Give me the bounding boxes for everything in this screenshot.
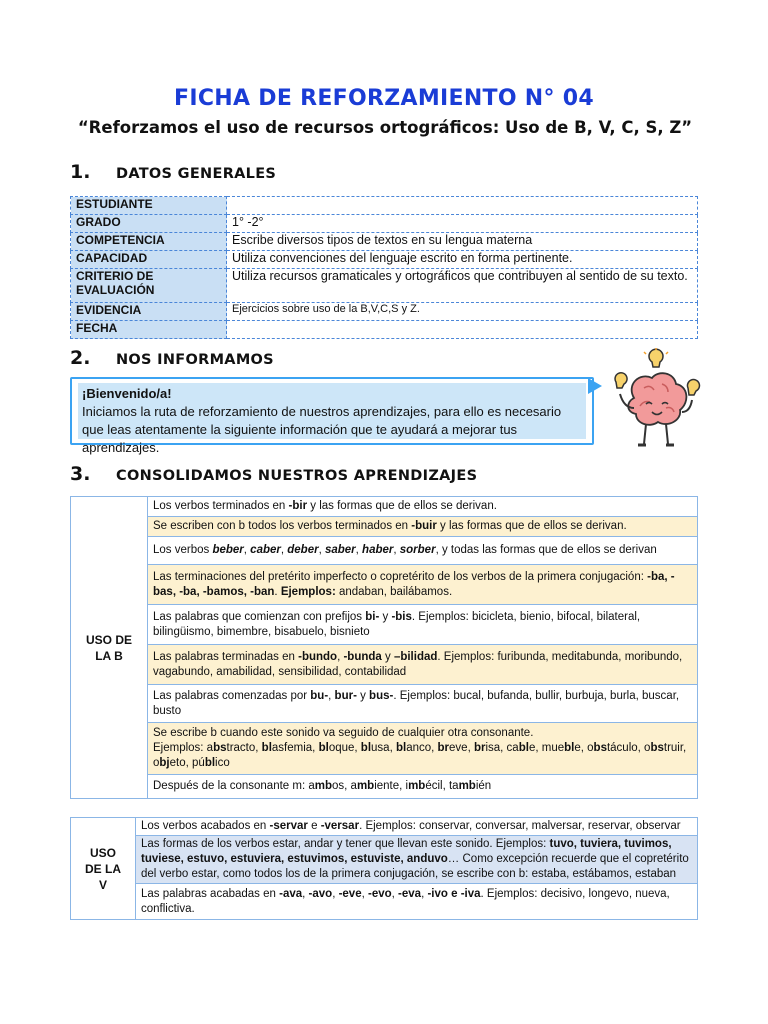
key-criterio: CRITERIO DE EVALUACIÓN	[71, 269, 227, 303]
rule-v-2: Las formas de los verbos estar, andar y tener que llevan este sonido. Ejemplos: tuvo, tuviera, tuvimos, tuviese, estuvo, estuviera, estuvimos, estuviste, anduvo… Como excepción recuerde que el copretérito del verbo estar, como todos los de la primera conjugación, se escribe con b: estaba, estábamos, estaban	[136, 836, 698, 884]
key-competencia: COMPETENCIA	[71, 233, 227, 251]
rule-b-6: Las palabras terminadas en -bundo, -bunda y –bilidad. Ejemplos: furibunda, meditabunda, moribundo, vagabundo, amabilidad, sensibilidad, contabilidad	[148, 645, 698, 685]
uso-b-label: USO DE LA B	[71, 497, 148, 799]
value-estudiante[interactable]	[227, 197, 698, 215]
rule-b-3: Los verbos beber, caber, deber, saber, haber, sorber, y todas las formas que de ellos se derivan	[148, 537, 698, 565]
section-heading-1	[70, 161, 276, 183]
section-number: 2.	[70, 347, 91, 369]
section-heading-2	[70, 347, 274, 369]
rule-v-1: Los verbos acabados en -servar e -versar. Ejemplos: conservar, conversar, malversar, reservar, observar	[136, 818, 698, 836]
section-number: 3.	[70, 463, 91, 485]
speech-tail	[588, 378, 602, 394]
page-subtitle: “Reforzamos el uso de recursos ortográficos: Uso de B, V, C, S, Z”	[77, 118, 693, 137]
section-label: NOS INFORMAMOS	[116, 352, 274, 368]
general-data-table	[70, 196, 698, 339]
uso-b-table	[70, 496, 698, 799]
rule-b-9: Después de la consonante m: ambos, ambiente, imbécil, también	[148, 775, 698, 799]
key-capacidad: CAPACIDAD	[71, 251, 227, 269]
value-criterio: Utiliza recursos gramaticales y ortográficos que contribuyen al sentido de su texto.	[227, 269, 698, 303]
section-label: CONSOLIDAMOS NUESTROS APRENDIZAJES	[116, 468, 478, 484]
key-evidencia: EVIDENCIA	[71, 303, 227, 321]
brain-mascot-icon	[604, 348, 708, 452]
rule-b-8: Se escribe b cuando este sonido va seguido de cualquier otra consonante. Ejemplos: abstracto, blasfemia, bloque, blusa, blanco, breve, brisa, cable, mueble, obstáculo, obstruir, objeto, público	[148, 723, 698, 775]
section-label: DATOS GENERALES	[116, 166, 277, 182]
page-title: FICHA DE REFORZAMIENTO N° 04	[174, 86, 594, 111]
welcome-box	[70, 377, 594, 455]
key-estudiante: ESTUDIANTE	[71, 197, 227, 215]
value-fecha[interactable]	[227, 321, 698, 339]
key-grado: GRADO	[71, 215, 227, 233]
welcome-inner	[78, 383, 586, 455]
welcome-heading: ¡Bienvenido/a!	[82, 386, 172, 401]
welcome-text: Iniciamos la ruta de reforzamiento de nuestros aprendizajes, para ello es necesario que leas atentamente la siguiente información que te ayudará a mejorar tus aprendizajes.	[82, 404, 562, 455]
uso-v-table	[70, 817, 698, 920]
rule-v-3: Las palabras acabadas en -ava, -avo, -eve, -evo, -eva, -ivo e -iva. Ejemplos: decisivo, longevo, nueva, conflictiva.	[136, 884, 698, 920]
rule-b-7: Las palabras comenzadas por bu-, bur- y bus-. Ejemplos: bucal, bufanda, bullir, burbuja, burla, buscar, busto	[148, 685, 698, 723]
uso-v-label: USO DE LA V	[71, 818, 136, 920]
rule-b-4: Las terminaciones del pretérito imperfecto o copretérito de los verbos de la primera conjugación: -ba, -bas, -ba, -bamos, -ban. Ejemplos: andaban, bailábamos.	[148, 565, 698, 605]
rule-b-1: Los verbos terminados en -bir y las formas que de ellos se derivan.	[148, 497, 698, 517]
value-grado: 1° -2°	[227, 215, 698, 233]
value-competencia: Escribe diversos tipos de textos en su lengua materna	[227, 233, 698, 251]
value-capacidad: Utiliza convenciones del lenguaje escrito en forma pertinente.	[227, 251, 698, 269]
section-number: 1.	[70, 161, 91, 183]
rule-b-5: Las palabras que comienzan con prefijos bi- y -bis. Ejemplos: bicicleta, bienio, bifocal, bilateral, bilingüismo, bimembre, bisabuelo, bisnieto	[148, 605, 698, 645]
section-heading-3	[70, 463, 477, 485]
rule-b-2: Se escriben con b todos los verbos terminados en -buir y las formas que de ellos se derivan.	[148, 517, 698, 537]
key-fecha: FECHA	[71, 321, 227, 339]
value-evidencia: Ejercicios sobre uso de la B,V,C,S y Z.	[227, 303, 698, 321]
